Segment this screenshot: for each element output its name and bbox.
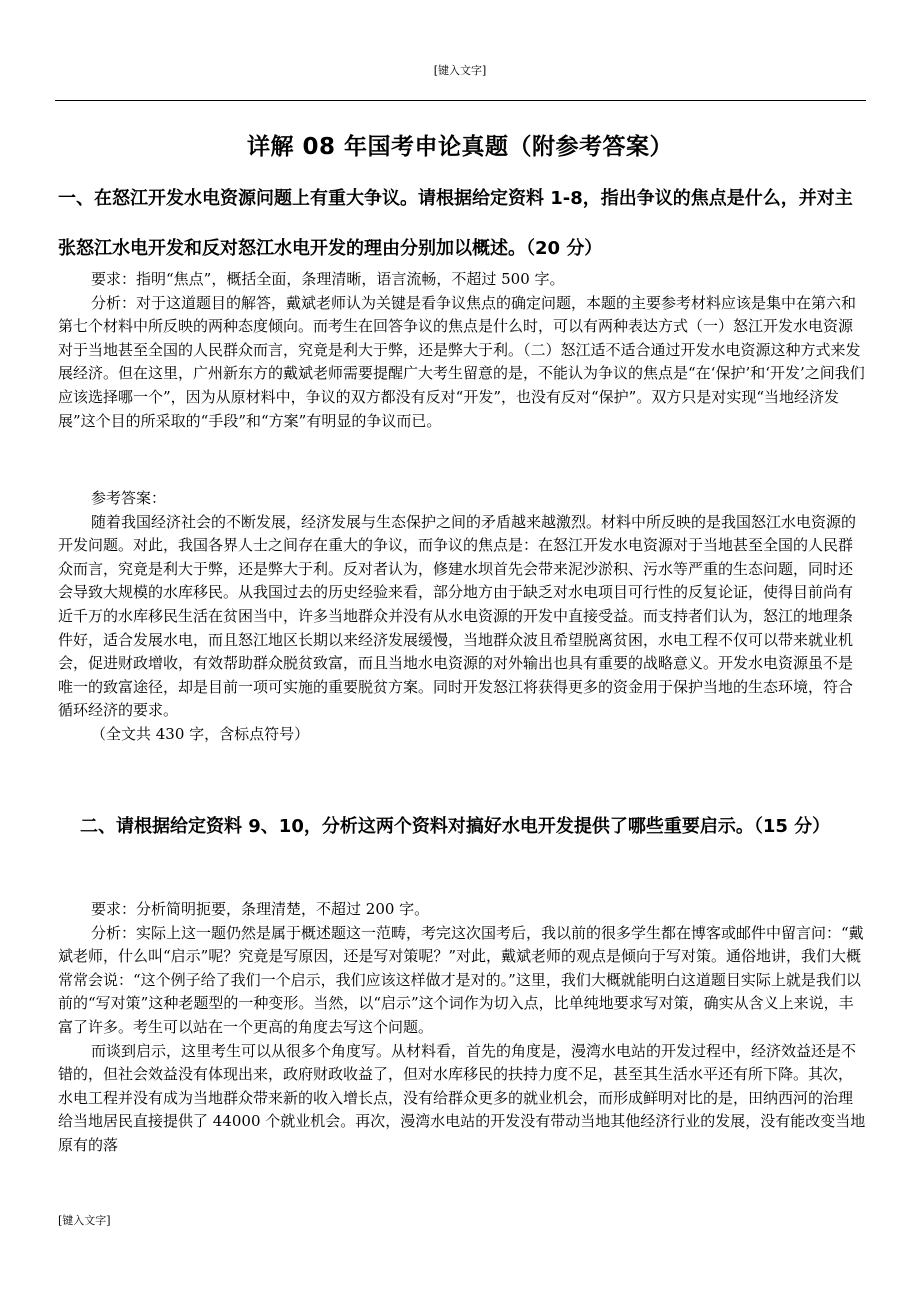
- question-1-answer-section: [58, 487, 866, 747]
- question-1-heading: 一、在怒江开发水电资源问题上有重大争议。请根据给定资料 1-8，指出争议的焦点是什么，并对主张怒江水电开发和反对怒江水电开发的理由分别加以概述。（20 分）: [58, 188, 853, 259]
- question-1-body: [58, 268, 866, 433]
- answer-word-count: （全文共 430 字，含标点符号）: [91, 724, 310, 743]
- page-footer-placeholder: [键入文字]: [58, 1214, 111, 1227]
- answer-label: 参考答案：: [91, 489, 167, 507]
- question-2-analysis: 分析：实际上这一题仍然是属于概述题这一范畴，考完这次国考后，我以前的很多学生都在博客或邮件中留言问：“戴斌老师，什么叫“启示”呢？究竟是写原因，还是写对策呢？”对此，戴斌老师的观点是倾向于写对策。通俗地讲，我们大概常常会说：“这个例子给了我们一个启示，我们应该这样做才是对的。”这里，我们大概就能明白这道题目实际上就是我们以前的“写对策”这种老题型的一种变形。当然，以“启示”这个词作为切入点，比单纯地要求写对策，确实从含义上来说，丰富了许多。考生可以站在一个更高的角度去写这个问题。: [58, 923, 864, 1036]
- document-title: 详解 08 年国考申论真题（附参考答案）: [246, 134, 674, 160]
- question-2-body: [58, 898, 866, 1158]
- question-2-heading: 二、请根据给定资料 9、10，分析这两个资料对搞好水电开发提供了哪些重要启示。（15 分）: [80, 816, 831, 837]
- question-1-requirement: 要求：指明“焦点”，概括全面，条理清晰，语言流畅，不超过 500 字。: [91, 270, 565, 288]
- question-1-answer: 随着我国经济社会的不断发展，经济发展与生态保护之间的矛盾越来越激烈。材料中所反映的是我国怒江水电资源的开发问题。对此，我国各界人士之间存在重大的争议，而争议的焦点是：在怒江开发水电资源对于当地甚至全国的人民群众而言，究竟是利大于弊，还是弊大于利。反对者认为，修建水坝首先会带来泥沙淤积、污水等严重的生态问题，同时还会导致大规模的水库移民。从我国过去的历史经验来看，部分地方由于缺乏对水电项目可行性的反复论证，使得目前尚有近千万的水库移民生活在贫困当中，许多当地群众并没有从水电资源的开发中直接受益。而支持者们认为，怒江的地理条件好，适合发展水电，而且怒江地区长期以来经济发展缓慢，当地群众波且希望脱离贫困，水电工程不仅可以带来就业机会，促进财政增收，有效帮助群众脱贫致富，而且当地水电资源的对外输出也具有重要的战略意义。开发水电资源虽不是唯一的致富途径，却是目前一项可实施的重要脱贫方案。同时开发怒江将获得更多的资金用于保护当地的生态环境，符合循环经济的要求。: [58, 512, 857, 720]
- question-2-requirement: 要求：分析简明扼要，条理清楚，不超过 200 字。: [91, 900, 430, 918]
- page-header-placeholder: [键入文字]: [433, 64, 487, 77]
- question-1-analysis: 分析：对于这道题目的解答，戴斌老师认为关键是看争议焦点的确定问题，本题的主要参考材料应该是集中在第六和第七个材料中所反映的两种态度倾向。而考生在回答争议的焦点是什么时，可以有两种表达方式（一）怒江开发水电资源对于当地甚至全国的人民群众而言，究竟是利大于弊，还是弊大于利。（二）怒江适不适合通过开发水电资源这种方式来发展经济。但在这里，广州新东方的戴斌老师需要提醒广大考生留意的是，不能认为争议的焦点是“在‘保护’和‘开发’之间我们应该选择哪一个”，因为从原材料中，争议的双方都没有反对“开发”，也没有反对“保护”。双方只是对实现“当地经济发展”这个目的所采取的“手段”和“方案”有明显的争议而已。: [58, 293, 865, 430]
- question-2-paragraph: 而谈到启示，这里考生可以从很多个角度写。从材料看，首先的角度是，漫湾水电站的开发过程中，经济效益还是不错的，但社会效益没有体现出来，政府财政收益了，但对水库移民的扶持力度不足，甚至其生活水平还有所下降。其次，水电工程并没有成为当地群众带来新的收入增长点，没有给群众更多的就业机会，而形成鲜明对比的是，田纳西河的治理给当地居民直接提供了 44000 个就业机会。再次，漫湾水电站的开发没有带动当地其他经济行业的发展，没有能改变当地原有的落: [58, 1041, 866, 1154]
- header-divider: [55, 100, 866, 101]
